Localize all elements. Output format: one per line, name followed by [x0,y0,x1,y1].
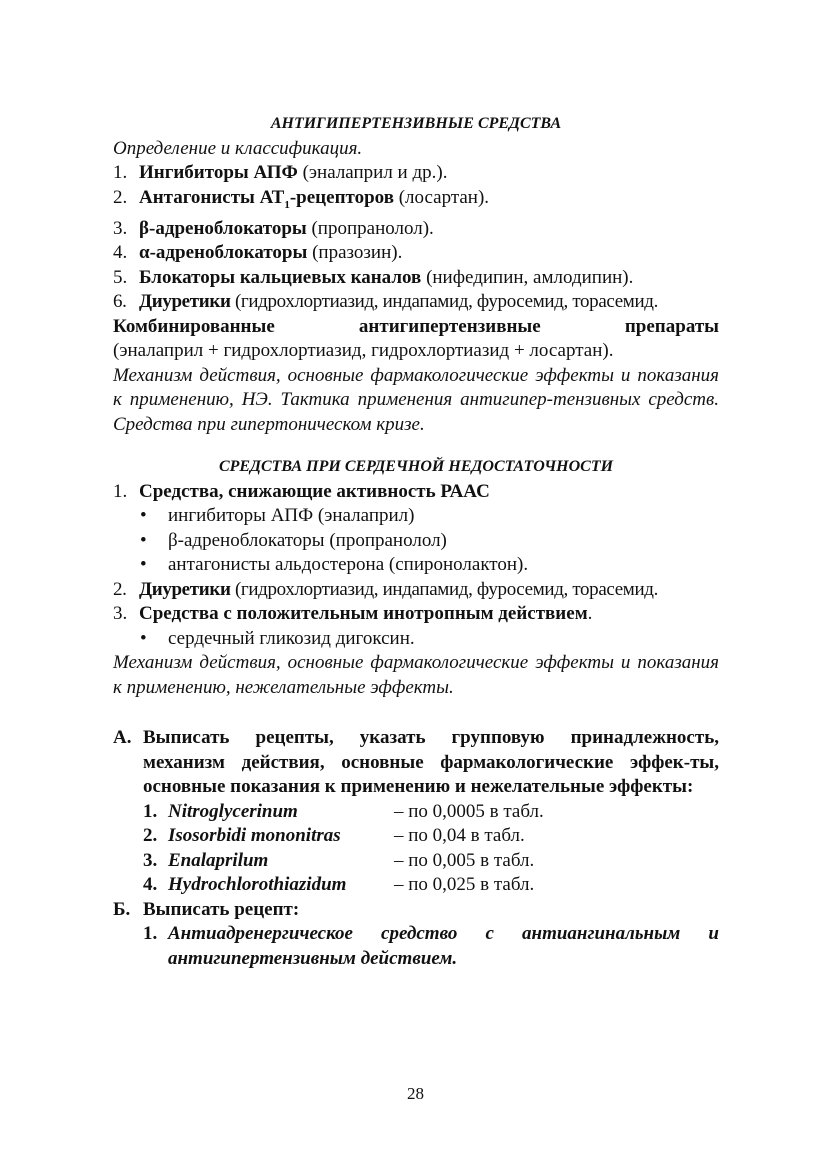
bullet-item: • сердечный гликозид дигоксин. [140,627,415,649]
list-item: 2. Диуретики (гидрохлортиазид, индапамид, фуросемид, торасемид. [113,578,659,600]
list-item: 5. Блокаторы кальциевых каналов (нифедипин, амлодипин). [113,266,634,288]
prescription-item: 2. Isosorbidi mononitras – по 0,04 в табл. [143,825,525,847]
mechanism-text: Механизм действия, основные фармакологические эффекты и показания к применению, НЭ. Тактика применения антигипер-тензивных средств. Средства при гипертоническом кризе. [113,364,719,435]
bullet-item: • антагонисты альдостерона (спиронолактон). [140,554,529,576]
section-subtitle: Определение и классификация. [113,137,363,159]
combined-heading: Комбинированные антигипертензивные препараты [113,315,719,337]
list-item: 3. Средства с положительным инотропным действием. [113,603,593,625]
combined-examples: (эналаприл + гидрохлортиазид, гидрохлортиазид + лосартан). [113,340,614,362]
page-number: 28 [407,1084,424,1103]
list-item: 1. Ингибиторы АПФ (эналаприл и др.). [113,162,448,183]
prescription-item: 4. Hydrochlorothiazidum – по 0,025 в табл. [143,874,535,896]
bullet-item: • β-адреноблокаторы (пропранолол) [140,529,447,551]
mechanism-text: Механизм действия, основные фармакологические эффекты и показания к применению, нежелательные эффекты. [113,652,719,698]
list-item: 4. α-адреноблокаторы (празозин). [113,242,403,264]
task-b-item: 1. Антиадренергическое средство с антиангинальным и антигипертензивным действием. [143,923,719,969]
page-content [113,112,719,971]
bullet-item: • ингибиторы АПФ (эналаприл) [140,505,415,527]
prescription-item: 3. Enalaprilum – по 0,005 в табл. [143,849,535,871]
task-a: А. Выписать рецепты, указать групповую принадлежность, механизм действия, основные фармакологические эффек-ты, основные показания к применению и нежелательные эффекты: [113,727,719,798]
section-title-heart-failure: СРЕДСТВА ПРИ СЕРДЕЧНОЙ НЕДОСТАТОЧНОСТИ [218,458,614,476]
list-item: 3. β-адреноблокаторы (пропранолол). [113,217,434,239]
section-title-antihypertensive: АНТИГИПЕРТЕНЗИВНЫЕ СРЕДСТВА [270,115,562,132]
list-item: 1. Средства, снижающие активность РААС [113,480,490,502]
list-item: 2. Антагонисты $АТ_1$-рецепторов (лосартан). [113,186,490,211]
task-b: Б. Выписать рецепт: [113,898,300,920]
prescription-item: 1. Nitroglycerinum – по 0,0005 в табл. [143,800,544,822]
list-item: 6. Диуретики (гидрохлортиазид, индапамид, фуросемид, торасемид. [113,291,659,313]
